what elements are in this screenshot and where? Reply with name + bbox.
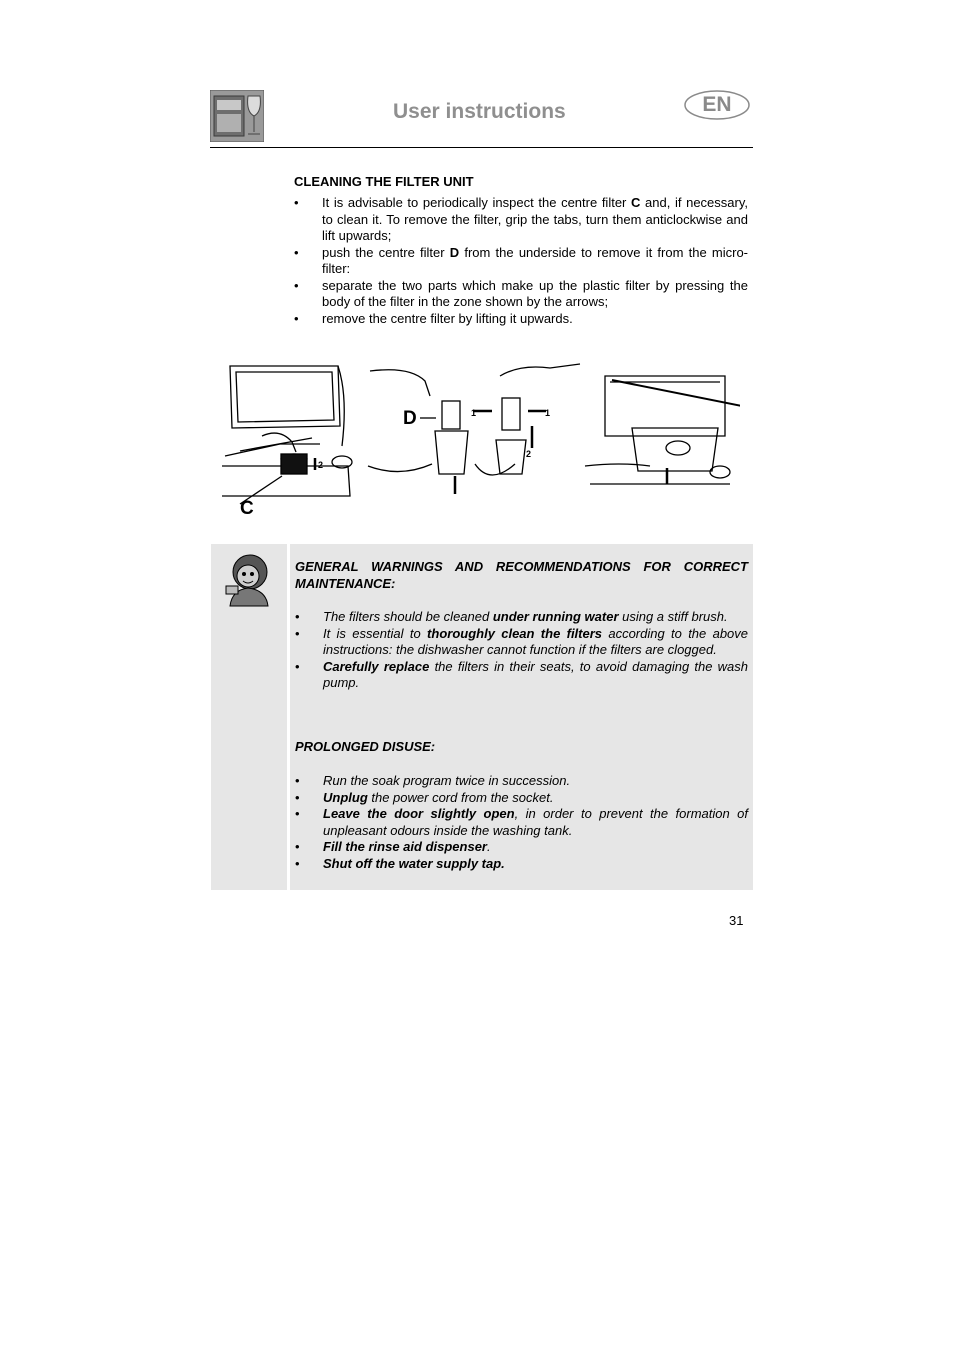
- page-title: User instructions: [393, 100, 566, 123]
- list-item: • Carefully replace the filters in their seats, to avoid damaging the wash pump.: [295, 659, 748, 692]
- arrow-label-1: 1: [471, 408, 477, 418]
- filter-ref-c: C: [631, 195, 641, 210]
- list-item: • push the centre filter D from the underside to remove it from the micro-filter:: [294, 245, 748, 278]
- warnings-panel-divider: [287, 544, 290, 890]
- list-item: • The filters should be cleaned under running water using a stiff brush.: [295, 609, 748, 626]
- warnings-heading: GENERAL WARNINGS AND RECOMMENDATIONS FOR CORRECT MAINTENANCE:: [295, 559, 748, 591]
- list-item: • Unplug the power cord from the socket.: [295, 790, 748, 807]
- filter-illustrations: [220, 356, 740, 521]
- list-item: • It is advisable to periodically inspect the centre filter C and, if necessary, to clean it. To remove the filter, grip the tabs, turn them anticlockwise and lift upwards;: [294, 195, 748, 245]
- list-item: • Fill the rinse aid dispenser.: [295, 839, 748, 856]
- header-divider: [210, 147, 753, 148]
- list-item: • Run the soak program twice in succession.: [295, 773, 748, 790]
- disuse-list: [295, 773, 748, 872]
- list-item: • It is essential to thoroughly clean the filters according to the above instructions: the dishwasher cannot function if the filters are clogged.: [295, 626, 748, 659]
- section-title: CLEANING THE FILTER UNIT: [294, 174, 474, 189]
- label-c: C: [240, 498, 254, 519]
- warnings-list: [295, 609, 748, 692]
- page-number: 31: [729, 913, 744, 928]
- disuse-heading: PROLONGED DISUSE:: [295, 739, 436, 754]
- arrow-label-1: 1: [545, 408, 551, 418]
- list-item: • Leave the door slightly open, in order to prevent the formation of unpleasant odours inside the washing tank.: [295, 806, 748, 839]
- filter-diagram-drawing: [220, 356, 740, 521]
- list-item: • remove the centre filter by lifting it upwards.: [294, 311, 748, 328]
- language-label: EN: [702, 93, 732, 116]
- arrow-label-2: 2: [318, 460, 324, 470]
- arrow-label-2: 2: [526, 449, 532, 459]
- cleaning-steps-list: [294, 195, 748, 327]
- filter-ref-d: D: [449, 244, 460, 260]
- dishwasher-logo-icon: [210, 90, 264, 142]
- list-item: • separate the two parts which make up the plastic filter by pressing the body of the filter in the zone shown by the arrows;: [294, 278, 748, 311]
- technician-mascot-icon: [222, 550, 274, 608]
- label-d: D: [403, 408, 417, 429]
- language-badge: [684, 89, 750, 121]
- list-item: • Shut off the water supply tap.: [295, 856, 748, 873]
